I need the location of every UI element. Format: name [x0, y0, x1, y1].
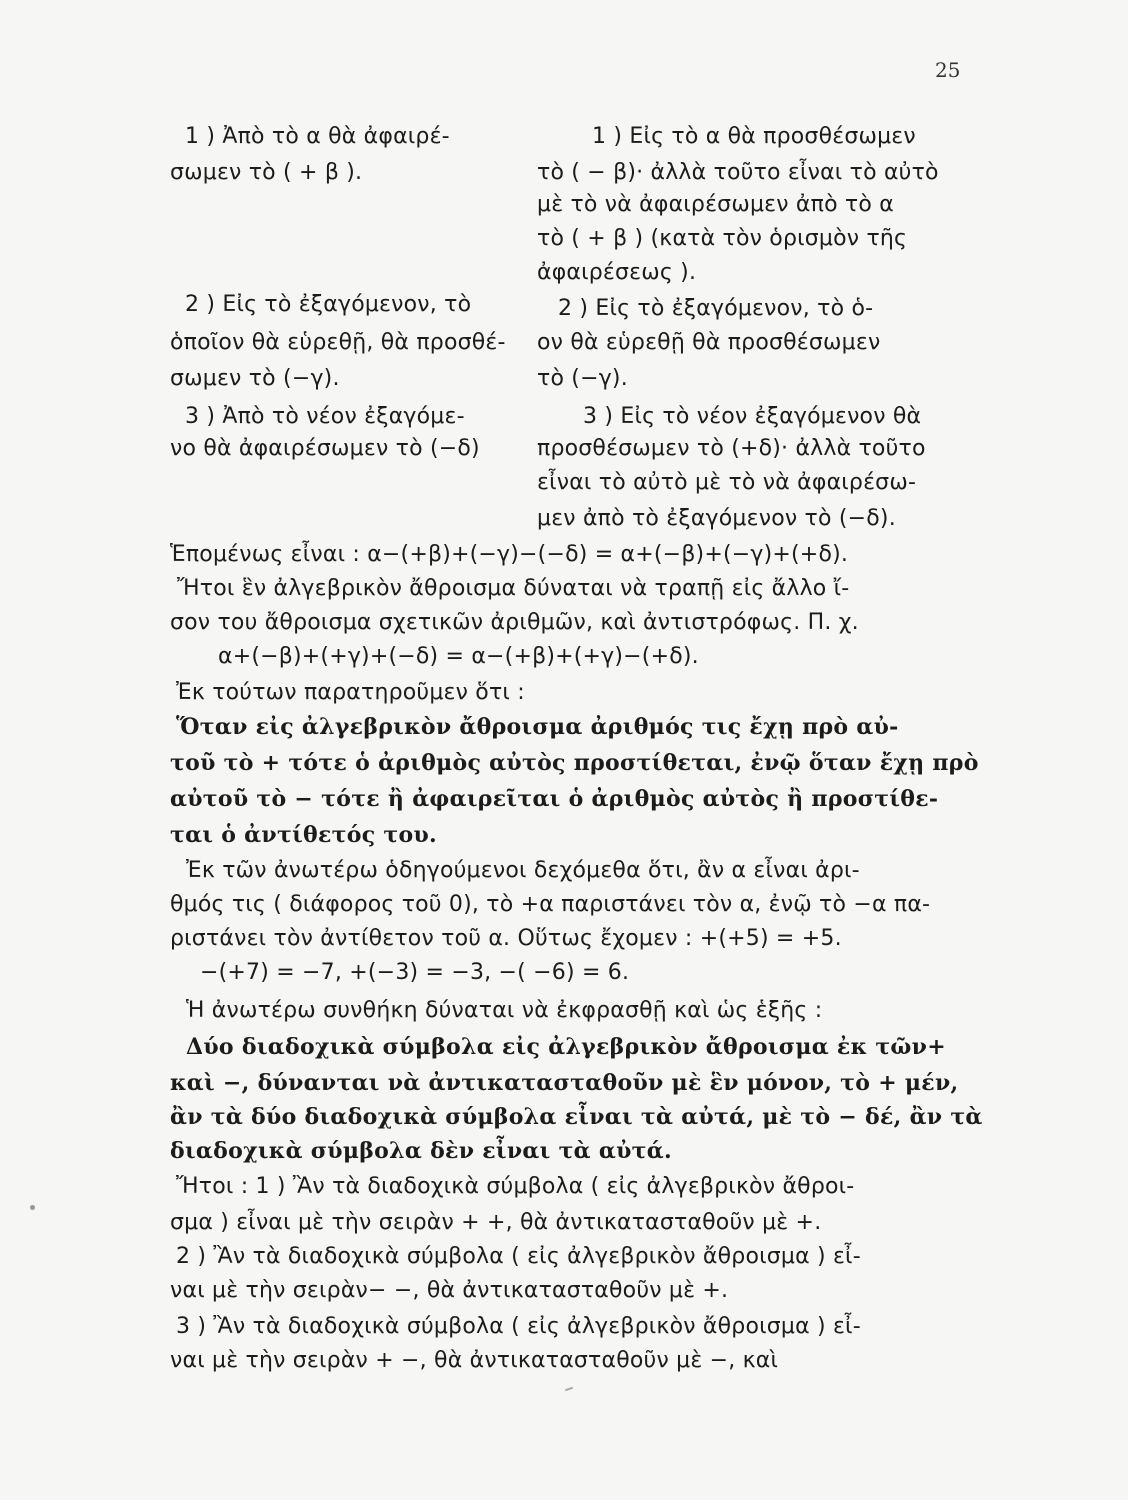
right-col-line-7: ον θὰ εὑρεθῇ θὰ προσθέσωμεν	[537, 330, 881, 355]
rule2-line-4: διαδοχικὰ σύμβολα δὲν εἶναι τὰ αὐτά.	[170, 1138, 672, 1164]
rule2-line-1: Δύο διαδοχικὰ σύμβολα εἰς ἀλγεβρικὸν ἄθροισμα ἐκ τῶν+	[186, 1034, 946, 1060]
body-line-3: Ἐκ τούτων παρατηροῦμεν ὅτι :	[176, 680, 525, 705]
rule2-line-3: ἂν τὰ δύο διαδοχικὰ σύμβολα εἶναι τὰ αὐτά, μὲ τὸ − δέ, ἂν τὰ	[170, 1104, 983, 1130]
left-col-line-6: 3 ) Ἀπὸ τὸ νέον ἐξαγόμε-	[185, 404, 465, 429]
body-line-1: Ἤτοι ἓν ἀλγεβρικὸν ἄθροισμα δύναται νὰ τραπῇ εἰς ἄλλο ἴ-	[177, 576, 850, 601]
left-col-line-1: 1 ) Ἀπὸ τὸ α θὰ ἀφαιρέ-	[185, 124, 450, 149]
equation-line-2: α+(−β)+(+γ)+(−δ) = α−(+β)+(+γ)−(+δ).	[218, 644, 699, 669]
left-col-line-5: σωμεν τὸ (−γ).	[170, 366, 340, 391]
right-col-line-12: μεν ἀπὸ τὸ ἐξαγόμενον τὸ (−δ).	[537, 506, 896, 531]
body3-line-6: ναι μὲ τὴν σειρὰν + −, θὰ ἀντικατασταθοῦν μὲ −, καὶ	[170, 1348, 779, 1373]
body3-line-4: ναι μὲ τὴν σειρὰν− −, θὰ ἀντικατασταθοῦν μὲ +.	[170, 1278, 729, 1303]
right-col-line-10: προσθέσωμεν τὸ (+δ)· ἀλλὰ τοῦτο	[537, 436, 926, 461]
body2-line-2: θμός τις ( διάφορος τοῦ 0), τὸ +α παριστάνει τὸν α, ἐνῷ τὸ −α πα-	[170, 892, 931, 917]
equation-line-3: −(+7) = −7, +(−3) = −3, −( −6) = 6.	[200, 960, 630, 985]
right-col-line-6: 2 ) Εἰς τὸ ἐξαγόμενον, τὸ ὁ-	[558, 296, 874, 321]
right-col-line-3: μὲ τὸ νὰ ἀφαιρέσωμεν ἀπὸ τὸ α	[537, 192, 894, 217]
equation-line-1: Ἑπομένως εἶναι : α−(+β)+(−γ)−(−δ) = α+(−β)+(−γ)+(+δ).	[170, 542, 849, 567]
body2-line-1: Ἐκ τῶν ἀνωτέρω ὁδηγούμενοι δεχόμεθα ὅτι, ἂν α εἶναι ἀρι-	[186, 858, 860, 883]
right-col-line-9: 3 ) Εἰς τὸ νέον ἐξαγόμενον θὰ	[583, 404, 922, 429]
right-col-line-1: 1 ) Εἰς τὸ α θὰ προσθέσωμεν	[592, 124, 916, 149]
print-speck	[565, 1387, 573, 1392]
body3-line-3: 2 ) Ἂν τὰ διαδοχικὰ σύμβολα ( εἰς ἀλγεβρικὸν ἄθροισμα ) εἶ-	[176, 1244, 861, 1269]
left-col-line-4: ὁποῖον θὰ εὑρεθῇ, θὰ προσθέ-	[170, 330, 506, 355]
right-col-line-2: τὸ ( − β)· ἀλλὰ τοῦτο εἶναι τὸ αὐτὸ	[537, 160, 939, 185]
right-col-line-4: τὸ ( + β ) (κατὰ τὸν ὁρισμὸν τῆς	[537, 226, 908, 251]
body2-line-5: Ἡ ἀνωτέρω συνθήκη δύναται νὰ ἐκφρασθῇ καὶ ὡς ἑξῆς :	[186, 998, 823, 1023]
body3-line-5: 3 ) Ἂν τὰ διαδοχικὰ σύμβολα ( εἰς ἀλγεβρικὸν ἄθροισμα ) εἶ-	[176, 1314, 861, 1339]
rule2-line-2: καὶ −, δύνανται νὰ ἀντικατασταθοῦν μὲ ἓν μόνον, τὸ + μέν,	[170, 1070, 959, 1096]
rule1-line-4: ται ὁ ἀντίθετός του.	[170, 822, 437, 848]
body2-line-3: ριστάνει τὸν ἀντίθετον τοῦ α. Οὕτως ἔχομεν : +(+5) = +5.	[170, 926, 842, 951]
page-number: 25	[935, 58, 961, 82]
rule1-line-3: αὐτοῦ τὸ − τότε ἢ ἀφαιρεῖται ὁ ἀριθμὸς αὐτὸς ἢ προστίθε-	[170, 786, 939, 812]
margin-dot	[30, 1205, 35, 1210]
right-col-line-8: τὸ (−γ).	[537, 366, 628, 391]
body-line-2: σον του ἄθροισμα σχετικῶν ἀριθμῶν, καὶ ἀντιστρόφως. Π. χ.	[170, 610, 859, 635]
rule1-line-2: τοῦ τὸ + τότε ὁ ἀριθμὸς αὐτὸς προστίθεται, ἐνῷ ὅταν ἔχῃ πρὸ	[170, 750, 979, 776]
body3-line-2: σμα ) εἶναι μὲ τὴν σειρὰν + +, θὰ ἀντικατασταθοῦν μὲ +.	[170, 1210, 822, 1235]
left-col-line-3: 2 ) Εἰς τὸ ἐξαγόμενον, τὸ	[185, 292, 472, 317]
left-col-line-2: σωμεν τὸ ( + β ).	[170, 160, 363, 185]
rule1-line-1: Ὅταν εἰς ἀλγεβρικὸν ἄθροισμα ἀριθμός τις ἔχῃ πρὸ αὐ-	[176, 714, 899, 740]
body3-line-1: Ἤτοι : 1 ) Ἂν τὰ διαδοχικὰ σύμβολα ( εἰς ἀλγεβρικὸν ἄθροι-	[176, 1174, 855, 1199]
left-col-line-7: νο θὰ ἀφαιρέσωμεν τὸ (−δ)	[170, 436, 480, 461]
right-col-line-11: εἶναι τὸ αὐτὸ μὲ τὸ νὰ ἀφαιρέσω-	[537, 470, 917, 495]
right-col-line-5: ἀφαιρέσεως ).	[537, 260, 697, 285]
